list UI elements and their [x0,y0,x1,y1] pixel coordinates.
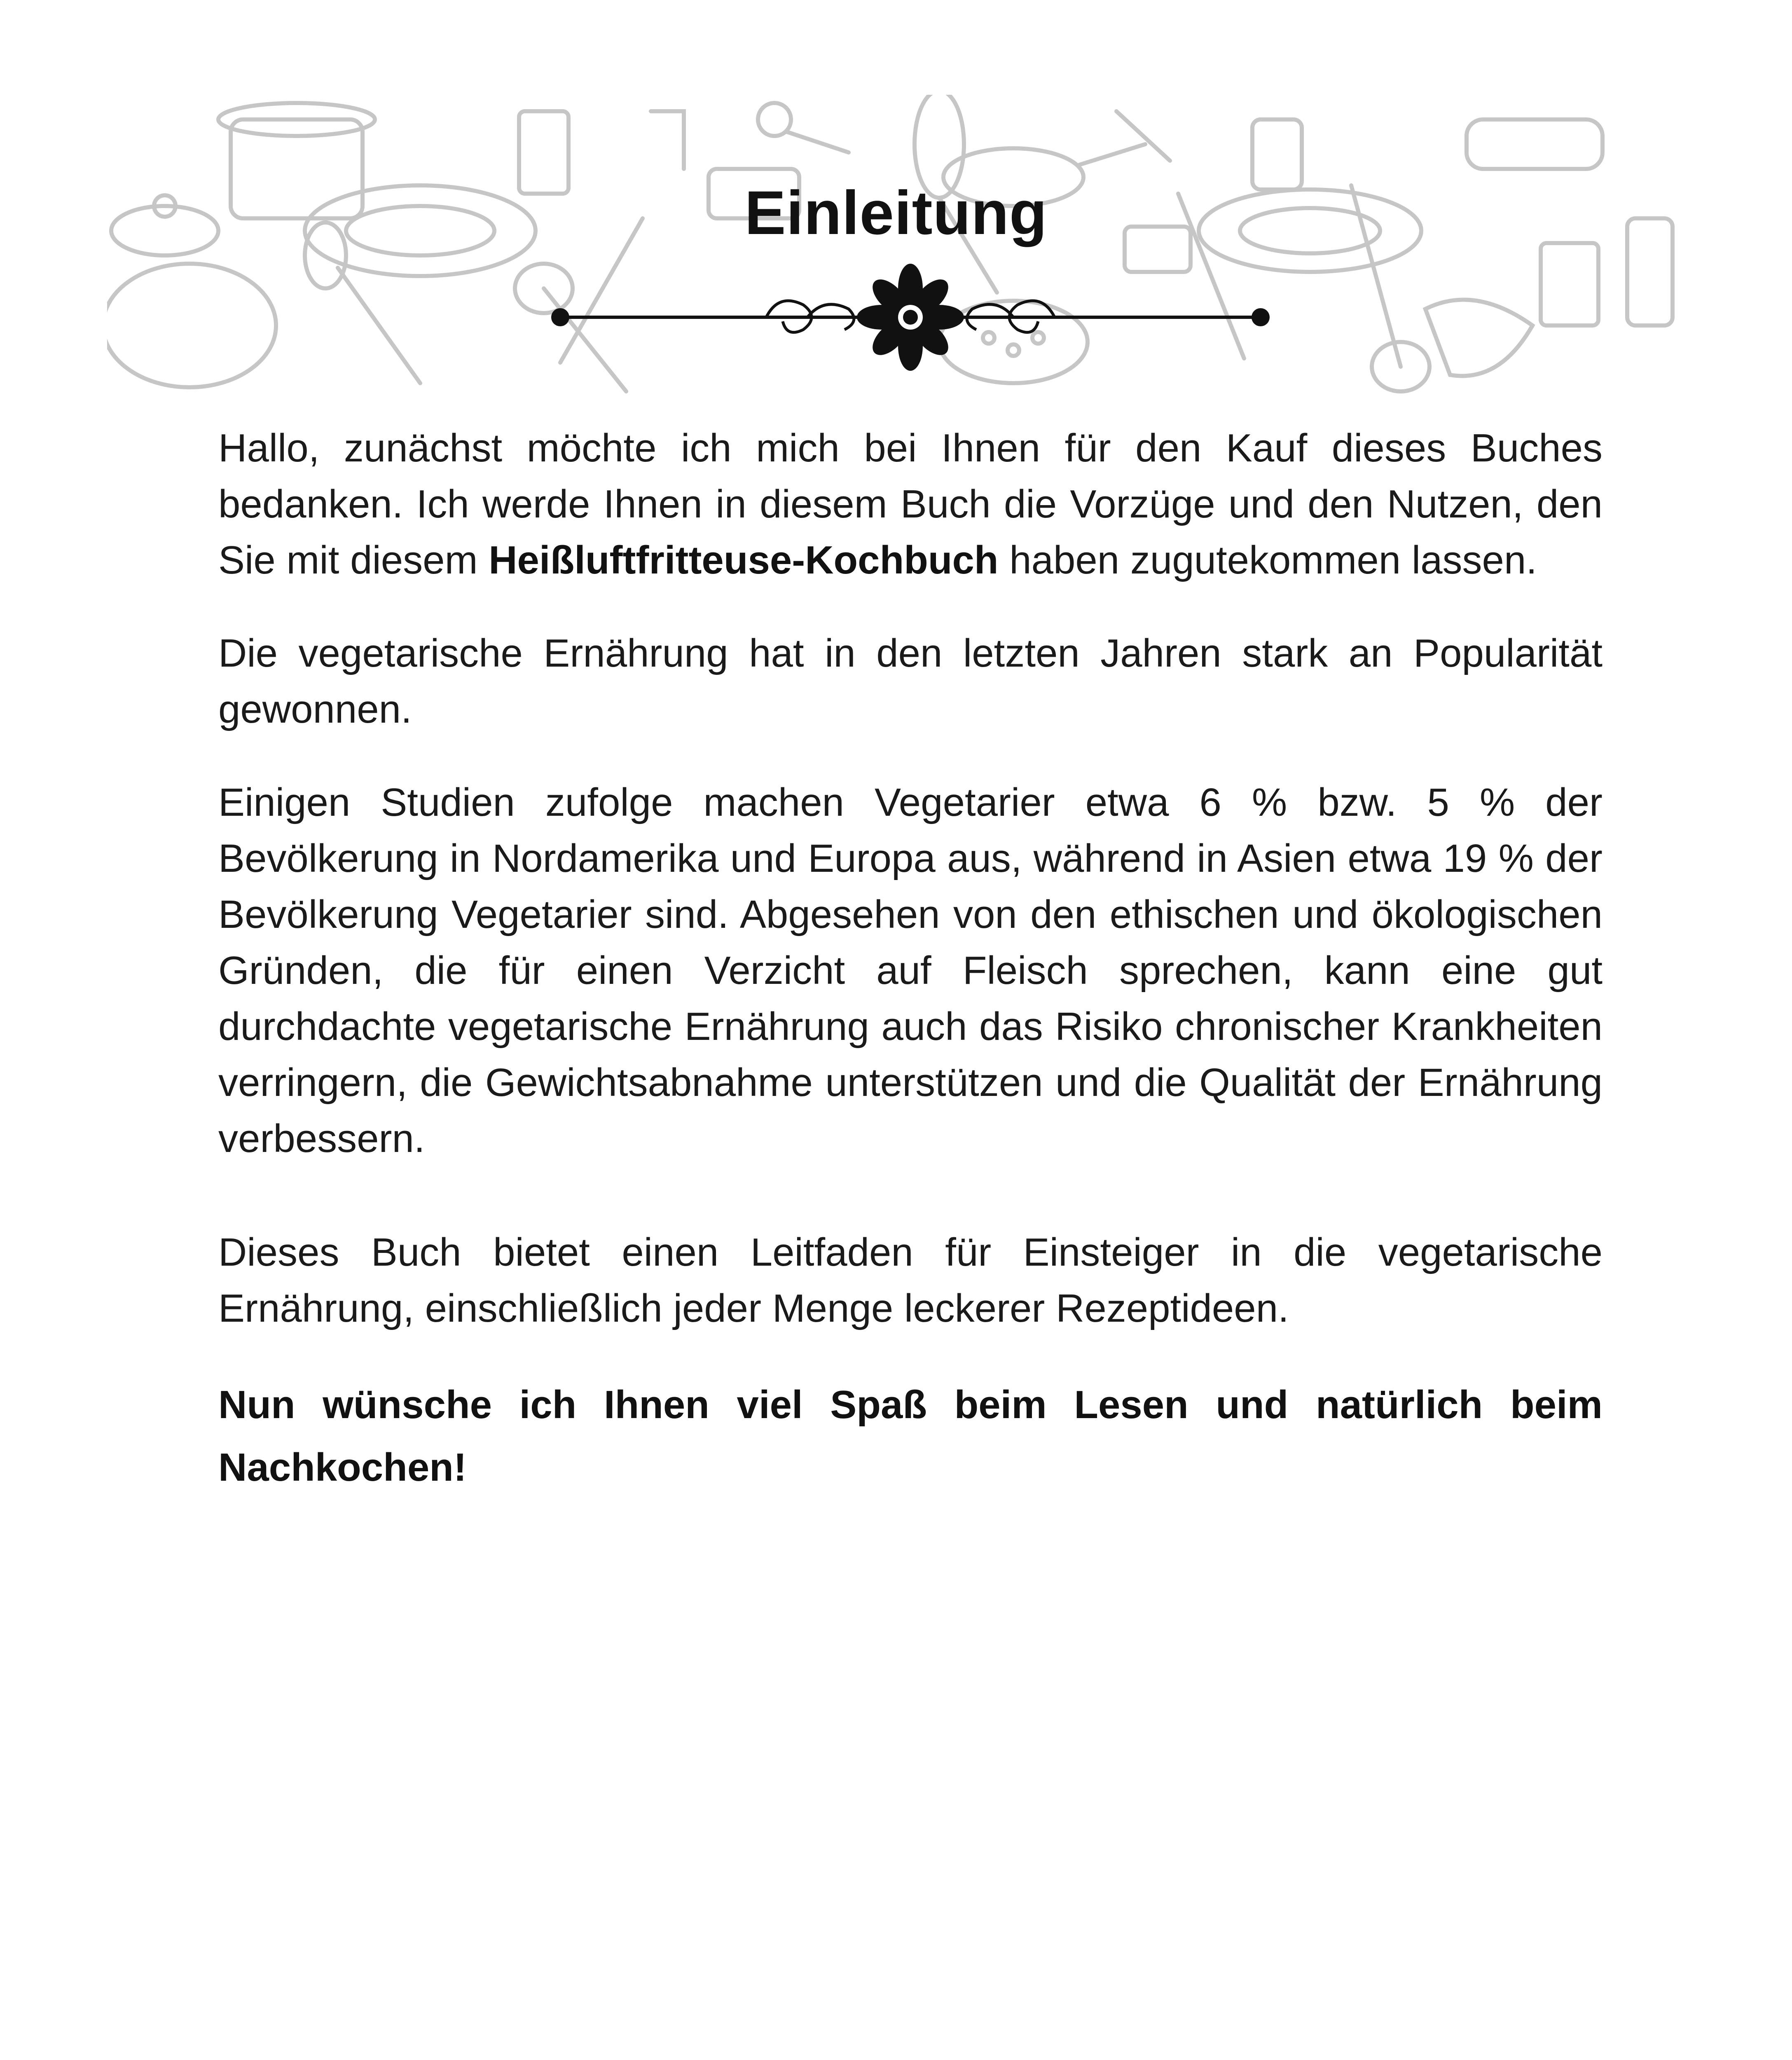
paragraph-popularity: Die vegetarische Ernährung hat in den letzten Jahren stark an Popularität gewonnen. [218,631,1603,731]
paragraph-intro-end: haben zugutekommen lassen. [998,538,1537,582]
paragraph-intro [218,420,1603,588]
flower-ornament-icon [544,264,1277,371]
paragraph-studies: Einigen Studien zufolge machen Vegetarier etwa 6 % bzw. 5 % der Bevölkerung in Nordamerika und Europa aus, während in Asien etwa 19 % der Bevölkerung Vegetarier sind. Abgesehen von den ethischen und ökologischen Gründen, die für einen Verzicht auf Fleisch sprechen, kann eine gut durchdachte vegetarische Ernährung auch das Risiko chronischer Krankheiten verringern, die Gewichtsabnahme unterstützen und die Qualität der Ernährung verbessern. [218,780,1603,1161]
intro-text [218,420,1603,1536]
title-divider [544,264,1277,371]
paragraph-guide: Dieses Buch bietet einen Leitfaden für Einsteiger in die vegetarische Ernährung, einschließlich jeder Menge leckerer Rezeptideen. [218,1230,1603,1330]
page-title: Einleitung [744,178,1048,247]
book-title-bold: Heißluftfritteuse-Kochbuch [489,538,999,582]
paragraph-intro-text: Hallo, zunächst möchte ich mich bei Ihnen für den Kauf dieses Buches bedanken. Ich werde Ihnen in diesem Buch die Vorzüge und den Nutzen, den Sie mit diesem [218,426,1603,582]
closing-wish: Nun wünsche ich Ihnen viel Spaß beim Lesen und natürlich beim Nachkochen! [218,1383,1603,1489]
